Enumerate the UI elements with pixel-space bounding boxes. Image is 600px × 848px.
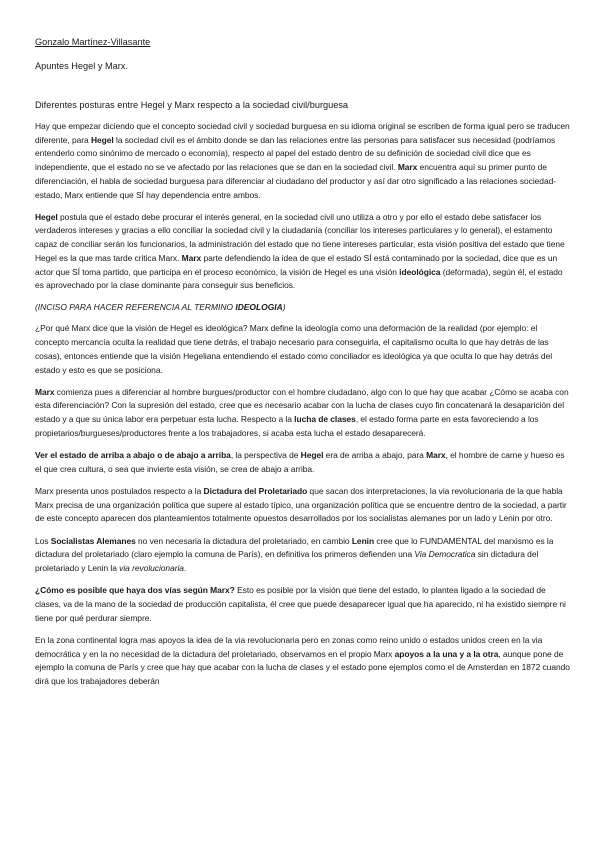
section-heading: Diferentes posturas entre Hegel y Marx respecto a la sociedad civil/burguesa bbox=[35, 100, 349, 110]
paragraph bbox=[35, 211, 572, 293]
text-run: (deformada), según él, el estado es aprovechado por la clase dominante para conseguir sus beneficios. bbox=[35, 266, 563, 291]
text-run: Hay que empezar diciendo que el concepto sociedad civil y sociedad burguesa en su idioma original se escriben de forma igual pero se traducen diferente, para bbox=[35, 121, 570, 145]
bold-text: Hegel bbox=[300, 450, 324, 461]
paragraph bbox=[35, 584, 572, 625]
paragraph bbox=[35, 485, 572, 526]
bold-text: Hegel bbox=[90, 134, 114, 145]
text-run: ¿Por qué Marx dice que la visión de Hegel es ideológica? Marx define la ideología como una deformación de la realidad (por ejemplo: el concepto mercancía oculta la realidad que tiene detrás, el trabajo necesario para conseguirla, el capitalismo oculta lo que hay detrás de las cosas), entonces entiende que la visión Hegeliana entendiendo el estado como conciliador es ideológica ya que oculta lo que hay detrás del estado y esto es que se posiciona. bbox=[35, 323, 553, 375]
inciso-bold: IDEOLOGIA bbox=[235, 302, 283, 313]
bold-text: Ver el estado de arriba a abajo o de abajo a arriba bbox=[35, 450, 231, 461]
text-run: Esto es posible por la visión que tiene del estado, lo plantea ligado a la sociedad de clases, va de la mano de la sociedad de producción capitalista, él cree que puede desaparecer igual que ha aparecido, ni ha existido siempre ni tiene por qué perdurar siempre. bbox=[35, 585, 566, 623]
bold-text: ideológica bbox=[399, 266, 441, 277]
text-run: la sociedad civil es el ámbito donde se dan las relaciones entre las personas para satisfacer sus necesidad (podríamos entenderlo como sinónimo de mercado o economía), respecto al papel del estado dentro de su definición de sociedad civil dice que es independiente, que el estado no se ve afectado por las relaciones que se dan en la sociedad civil. bbox=[35, 134, 556, 173]
italic-text: via revolucionaria bbox=[119, 562, 184, 573]
paragraph bbox=[35, 535, 572, 576]
paragraph bbox=[35, 120, 572, 202]
bold-text: Marx bbox=[35, 386, 55, 397]
text-run: parte defendiendo la idea de que el estado SÍ está contaminado por la sociedad, dice que es un actor que SÍ toma partido, que participa en el proceso económico, la visión de Hegel es una visión bbox=[35, 252, 558, 277]
text-run: que sacan dos interpretaciones, la via revolucionaria de la que habla Marx precisa de una organización política que supere al estado típico, una organización política que se encuentre dentro de la sociedad, a partir de este concepto aparecen dos planteamientos totalmente opuestos desarrollados por los socialistas alemanes por un lado y Lenin por otro. bbox=[35, 485, 567, 524]
bold-text: Dictadura del Proletariado bbox=[203, 485, 308, 496]
text-run: Marx presenta unos postulados respecto a la bbox=[35, 485, 204, 496]
bold-text: apoyos a la una y a la otra bbox=[394, 648, 499, 659]
inciso-prefix: (INCISO PARA HACER REFERENCIA AL TERMINO bbox=[35, 302, 236, 313]
italic-text: Via Democratica bbox=[414, 549, 476, 560]
inciso-suffix: ) bbox=[282, 302, 286, 313]
text-run: , la perspectiva de bbox=[230, 450, 301, 461]
inciso-note bbox=[35, 301, 572, 313]
bold-text: ¿Cómo es posible que haya dos vías según Marx? bbox=[35, 585, 235, 596]
bold-text: Marx bbox=[426, 450, 446, 461]
author-name: Gonzalo Martínez-Villasante bbox=[35, 37, 151, 47]
bold-text: Hegel bbox=[35, 211, 58, 222]
text-run: no ven necesaria la dictadura del proletariado, en cambio bbox=[135, 535, 352, 546]
bold-text: lucha de clases bbox=[294, 414, 356, 425]
text-run: postula que el estado debe procurar el interés general, en la sociedad civil uno utiliza a otro y por ello el estado debe satisfacer los verdaderos intereses y gracias a ello conciliar la sociedad civil y la ciudadanía (conciliar los intereses particulares y lo general), el estamento capaz de conciliar serán los funcionarios, la administración del estado que no tiene intereses particular, esta visión positiva del estado que tiene Hegel es la que mas tarde critica Marx. bbox=[35, 211, 565, 263]
paragraph bbox=[35, 449, 572, 476]
text-run: . bbox=[183, 562, 187, 573]
text-run: , el hombre de carne y hueso es el que crea cultura, o sea que invierte esta visión, se crea de abajo a arriba. bbox=[35, 450, 565, 474]
bold-text: Lenin bbox=[351, 535, 375, 546]
text-run: encuentra aquí su primer punto de diferenciación, el habla de sociedad burguesa para diferenciar al ciudadano del productor y así dar otro significado a las relaciones sociedad-estado, Marx entiende que SÍ hay dependencia entre ambos. bbox=[35, 162, 556, 200]
paragraph bbox=[35, 634, 572, 689]
text-run: Los bbox=[35, 535, 51, 546]
bold-text: Marx bbox=[397, 162, 418, 173]
bold-text: Marx bbox=[181, 252, 202, 263]
text-run: , el estado forma parte en esta favoreciendo a los propietarios/burgueses/productores frente a los trabajadores, si acaba esta lucha el estado desaparecerá. bbox=[35, 414, 539, 438]
text-run: era de arriba a abajo, para bbox=[323, 450, 427, 461]
bold-text: Socialistas Alemanes bbox=[50, 535, 136, 546]
paragraph bbox=[35, 322, 572, 377]
text-run: En la zona continental logra mas apoyos la idea de la via revolucionaria pero en zonas como reino unido o estados unidos creen en la via democrática y en la no necesidad de la dictadura del proletariado, observamos en el propio Marx bbox=[35, 634, 543, 659]
text-run: cree que lo FUNDAMENTAL del marxismo es la dictadura del proletariado (claro ejemplo la comuna de París), en definitiva los primeros defienden una bbox=[35, 535, 554, 560]
text-run: , aunque pone de ejemplo la comuna de París y cree que hay que acabar con la lucha de clases y el estado pone ejemplos como el de Amsterdan en 1872 cuando dirá que los trabajadores deberán bbox=[35, 648, 570, 686]
document-subtitle: Apuntes Hegel y Marx. bbox=[35, 61, 128, 71]
text-run: comienza pues a diferenciar al hombre burgues/productor con el hombre ciudadano, algo con lo que hay que acabar ¿Cómo se acaba con esta diferenciación? Con la supresión del estado, cree que es necesario acabar con la lucha de clases cuyo fin concatenará la desaparición del estado y a que su única labor era perpetuar esta lucha. Respecto a la bbox=[35, 386, 569, 425]
text-run: sin dictadura del proletariado y Lenin la bbox=[35, 549, 539, 573]
paragraph bbox=[35, 386, 572, 441]
